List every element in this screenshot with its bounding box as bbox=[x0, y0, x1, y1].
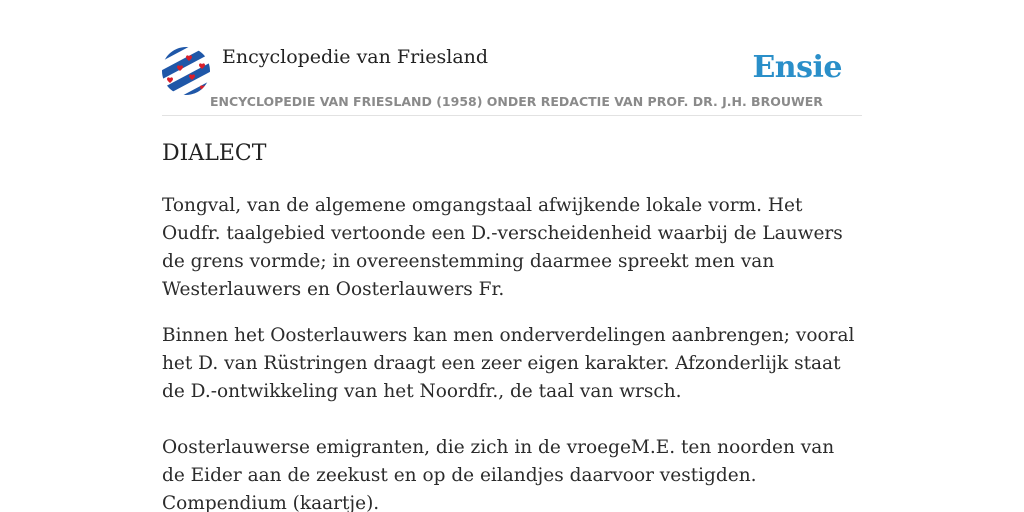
article-paragraph: Oosterlauwerse emigranten, die zich in de vroegeM.E. ten noorden van de Eider aan de zeekust en op de eilandjes daarvoor vestigden. Compendium (kaartje). bbox=[162, 437, 835, 512]
site-title-link[interactable]: Encyclopedie van Friesland bbox=[222, 46, 489, 68]
article-paragraph: Tongval, van de algemene omgangstaal afwijkende lokale vorm. Het Oudfr. taalgebied vertoonde een D.-verscheidenheid waarbij de Lauwers de grens vormde; in overeenstemming daarmee spreekt men van Westerlauwers en Oosterlauwers Fr. bbox=[162, 195, 843, 300]
article-paragraph: Binnen het Oosterlauwers kan men onderverdelingen aanbrengen; vooral het D. van Rüstringen draagt een zeer eigen karakter. Afzonderlijk staat de D.-ontwikkeling van het Noordfr., de taal van wrsch. bbox=[162, 325, 855, 402]
header-divider bbox=[162, 115, 862, 116]
article-body bbox=[162, 138, 862, 512]
ensie-logo-link[interactable]: Ensie bbox=[752, 50, 842, 85]
article-headword: DIALECT bbox=[162, 141, 267, 166]
site-header bbox=[162, 44, 862, 116]
frisian-flag-icon[interactable] bbox=[162, 47, 210, 95]
encyclopedia-subtitle: ENCYCLOPEDIE VAN FRIESLAND (1958) ONDER REDACTIE VAN PROF. DR. J.H. BROUWER bbox=[210, 94, 823, 109]
